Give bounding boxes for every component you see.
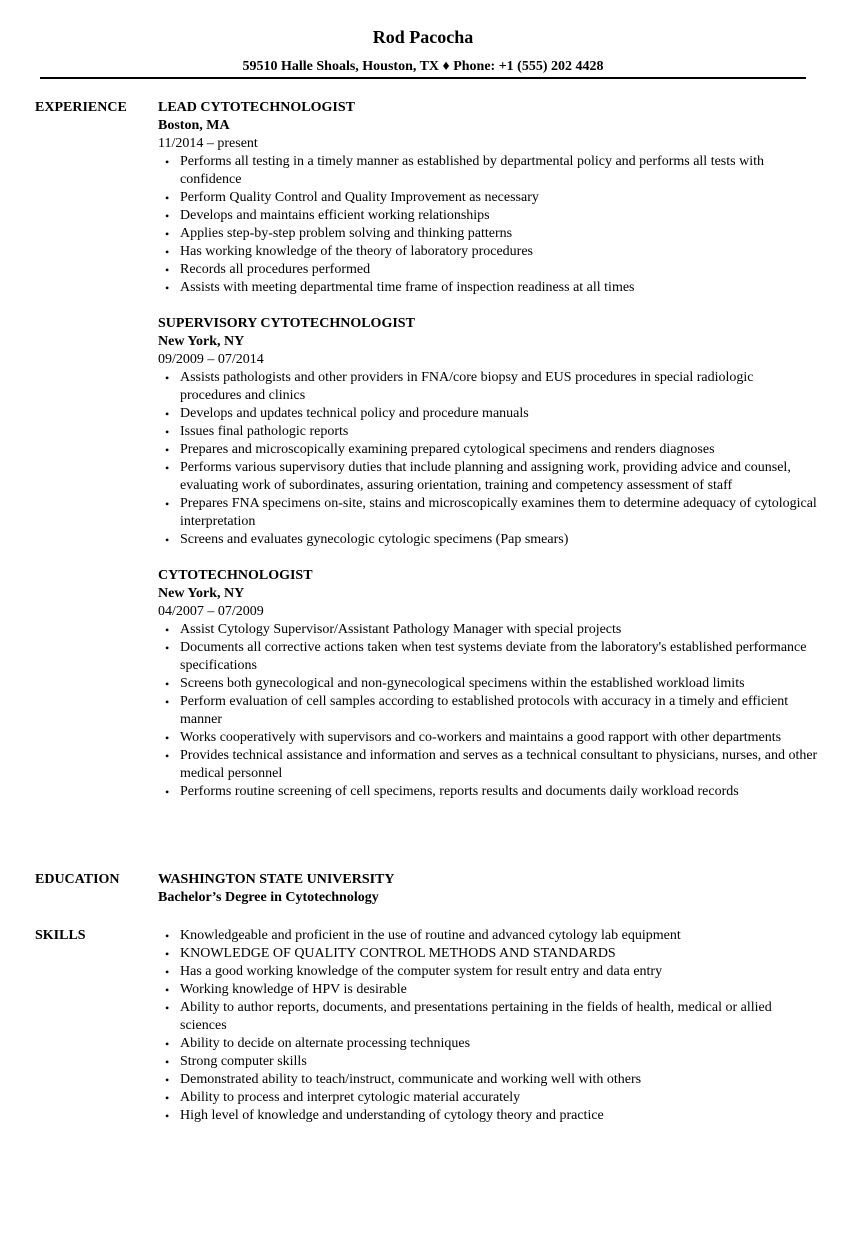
job-dates: 04/2007 – 07/2009	[158, 604, 264, 619]
list-item: • High level of knowledge and understanding of cytology theory and practice	[158, 1107, 818, 1125]
header-divider	[40, 77, 806, 79]
list-item: • Ability to author reports, documents, and presentations pertaining in the fields of health, medical or allied sciences	[158, 999, 818, 1035]
job-entry	[158, 99, 818, 297]
list-item: • Ability to decide on alternate processing techniques	[158, 1035, 818, 1053]
list-item: • Assists with meeting departmental time frame of inspection readiness at all times	[158, 279, 818, 297]
list-item: • Ability to process and interpret cytologic material accurately	[158, 1089, 818, 1107]
list-item: • Prepares and microscopically examining prepared cytological specimens and renders diagnoses	[158, 441, 818, 459]
job-location: New York, NY	[158, 586, 245, 601]
section-label-skills: SKILLS	[35, 928, 86, 943]
list-item: • Strong computer skills	[158, 1053, 818, 1071]
experience-body	[158, 99, 818, 819]
list-item: • Screens and evaluates gynecologic cytologic specimens (Pap smears)	[158, 531, 818, 549]
list-item: • Performs various supervisory duties that include planning and assigning work, providing advice and counsel, evaluating work of subordinates, assuring orientation, training and competency assessment of staff	[158, 459, 818, 495]
skills-body	[158, 927, 818, 1125]
job-entry	[158, 567, 818, 801]
job-bullets	[158, 369, 818, 549]
list-item: • Prepares FNA specimens on-site, stains and microscopically examines them to determine adequacy of cytological interpretation	[158, 495, 818, 531]
list-item: • Develops and maintains efficient working relationships	[158, 207, 818, 225]
list-item: • Records all procedures performed	[158, 261, 818, 279]
list-item: • Works cooperatively with supervisors and co-workers and maintains a good rapport with other departments	[158, 729, 818, 747]
list-item: • Assists pathologists and other providers in FNA/core biopsy and EUS procedures in special radiologic procedures and clinics	[158, 369, 818, 405]
list-item: • Performs all testing in a timely manner as established by departmental policy and performs all tests with confidence	[158, 153, 818, 189]
degree-name: Bachelor’s Degree in Cytotechnology	[158, 890, 379, 905]
job-location: Boston, MA	[158, 118, 230, 133]
list-item: • Demonstrated ability to teach/instruct, communicate and working well with others	[158, 1071, 818, 1089]
list-item: • Documents all corrective actions taken when test systems deviate from the laboratory's established performance specifications	[158, 639, 818, 675]
list-item: • Issues final pathologic reports	[158, 423, 818, 441]
list-item: • Has a good working knowledge of the computer system for result entry and data entry	[158, 963, 818, 981]
list-item: • Has working knowledge of the theory of laboratory procedures	[158, 243, 818, 261]
job-location: New York, NY	[158, 334, 245, 349]
candidate-name: Rod Pacocha	[372, 27, 474, 47]
section-label-education: EDUCATION	[35, 872, 120, 887]
job-dates: 11/2014 – present	[158, 136, 258, 151]
job-bullets	[158, 621, 818, 801]
job-title: LEAD CYTOTECHNOLOGIST	[158, 100, 355, 115]
list-item: • Assist Cytology Supervisor/Assistant Pathology Manager with special projects	[158, 621, 818, 639]
list-item: • Applies step-by-step problem solving and thinking patterns	[158, 225, 818, 243]
list-item: • KNOWLEDGE OF QUALITY CONTROL METHODS AND STANDARDS	[158, 945, 818, 963]
list-item: • Performs routine screening of cell specimens, reports results and documents daily workload records	[158, 783, 818, 801]
skills-list	[158, 927, 818, 1125]
list-item: • Perform Quality Control and Quality Improvement as necessary	[158, 189, 818, 207]
job-title: SUPERVISORY CYTOTECHNOLOGIST	[158, 316, 415, 331]
education-body	[158, 871, 818, 907]
contact-line: 59510 Halle Shoals, Houston, TX ♦ Phone: +1 (555) 202 4428	[242, 59, 604, 74]
list-item: • Provides technical assistance and information and serves as a technical consultant to physicians, nurses, and other medical personnel	[158, 747, 818, 783]
list-item: • Working knowledge of HPV is desirable	[158, 981, 818, 999]
school-name: WASHINGTON STATE UNIVERSITY	[158, 872, 395, 887]
list-item: • Knowledgeable and proficient in the use of routine and advanced cytology lab equipment	[158, 927, 818, 945]
list-item: • Perform evaluation of cell samples according to established protocols with accuracy in a timely and efficient manner	[158, 693, 818, 729]
list-item: • Develops and updates technical policy and procedure manuals	[158, 405, 818, 423]
list-item: • Screens both gynecological and non-gynecological specimens within the established workload limits	[158, 675, 818, 693]
job-entry	[158, 315, 818, 549]
job-bullets	[158, 153, 818, 297]
job-title: CYTOTECHNOLOGIST	[158, 568, 313, 583]
job-dates: 09/2009 – 07/2014	[158, 352, 264, 367]
section-label-experience: EXPERIENCE	[35, 100, 127, 115]
